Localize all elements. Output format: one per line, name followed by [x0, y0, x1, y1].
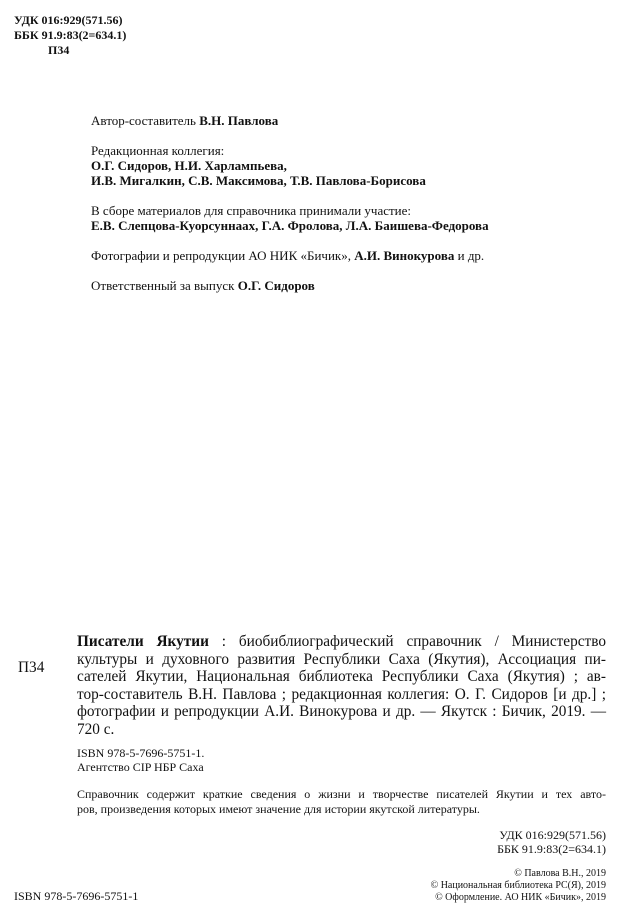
footer-udk: УДК 016:929(571.56) [499, 828, 606, 842]
catalog-line-1 [77, 633, 606, 651]
board-label: Редакционная коллегия: [91, 143, 225, 158]
isbn-line: ISBN 978-5-7696-5751-1. [77, 746, 205, 760]
catalog-line-6: 720 с. [77, 720, 115, 738]
annotation-line-2: ров, произведения которых имеют значение для истории якутской литературы. [77, 802, 480, 816]
responsible-name: О.Г. Сидоров [237, 278, 315, 293]
copyright-design: © Оформление. АО НИК «Бичик», 2019 [435, 892, 606, 903]
top-udk: УДК 016:929(571.56) [14, 13, 123, 27]
top-bbk: ББК 91.9:83(2=634.1) [14, 28, 127, 42]
annotation [77, 787, 606, 817]
footer-isbn: ISBN 978-5-7696-5751-1 [14, 889, 139, 903]
photo-name: А.И. Винокурова [354, 248, 455, 263]
catalog-line-3: сателей Якутии, Национальная библиотека Республики Саха (Якутия) ; ав- [77, 668, 606, 685]
catalog-record [77, 633, 606, 738]
catalog-line-4: тор-составитель В.Н. Павлова ; редакционная коллегия: О. Г. Сидоров [и др.] ; [77, 685, 606, 703]
board-line-1: О.Г. Сидоров, Н.И. Харлампьева, [91, 158, 287, 173]
board-line-2: И.В. Мигалкин, С.В. Максимова, Т.В. Павлова-Борисова [91, 173, 426, 188]
catalog-title: Писатели Якутии [77, 633, 209, 650]
annotation-line-1: Справочник содержит краткие сведения о жизни и творчестве писателей Якутии и тех авто- [77, 787, 606, 801]
catalog-line-5: фотографии и репродукции А.И. Винокурова и др. — Якутск : Бичик, 2019. — [77, 703, 606, 720]
top-mark: П34 [48, 43, 70, 57]
responsible-label: Ответственный за выпуск [91, 278, 235, 293]
footer-bbk: ББК 91.9:83(2=634.1) [497, 842, 606, 856]
photo-suffix: и др. [457, 248, 485, 263]
catalog-line-1-rest: : биобиблиографический справочник / Министерство [221, 633, 606, 650]
author-line [91, 112, 278, 129]
catalog-mark: П34 [18, 659, 45, 676]
photo-prefix: Фотографии и репродукции АО НИК «Бичик», [91, 248, 351, 263]
copyright-library: © Национальная библиотека РС(Я), 2019 [430, 880, 606, 891]
photo-line [91, 247, 484, 264]
author-name: В.Н. Павлова [199, 113, 279, 128]
participants-names: Е.В. Слепцова-Куорсуннаах, Г.А. Фролова, Л.А. Баишева-Федорова [91, 218, 489, 233]
copyright-author: © Павлова В.Н., 2019 [514, 868, 606, 879]
responsible-line [91, 277, 315, 294]
participants-label: В сборе материалов для справочника принимали участие: [91, 203, 411, 218]
author-label: Автор-составитель [91, 113, 196, 128]
agency-line: Агентство CIP НБР Саха [77, 760, 204, 774]
catalog-line-2: культуры и духовного развития Республики Саха (Якутия), Ассоциация пи- [77, 650, 606, 668]
